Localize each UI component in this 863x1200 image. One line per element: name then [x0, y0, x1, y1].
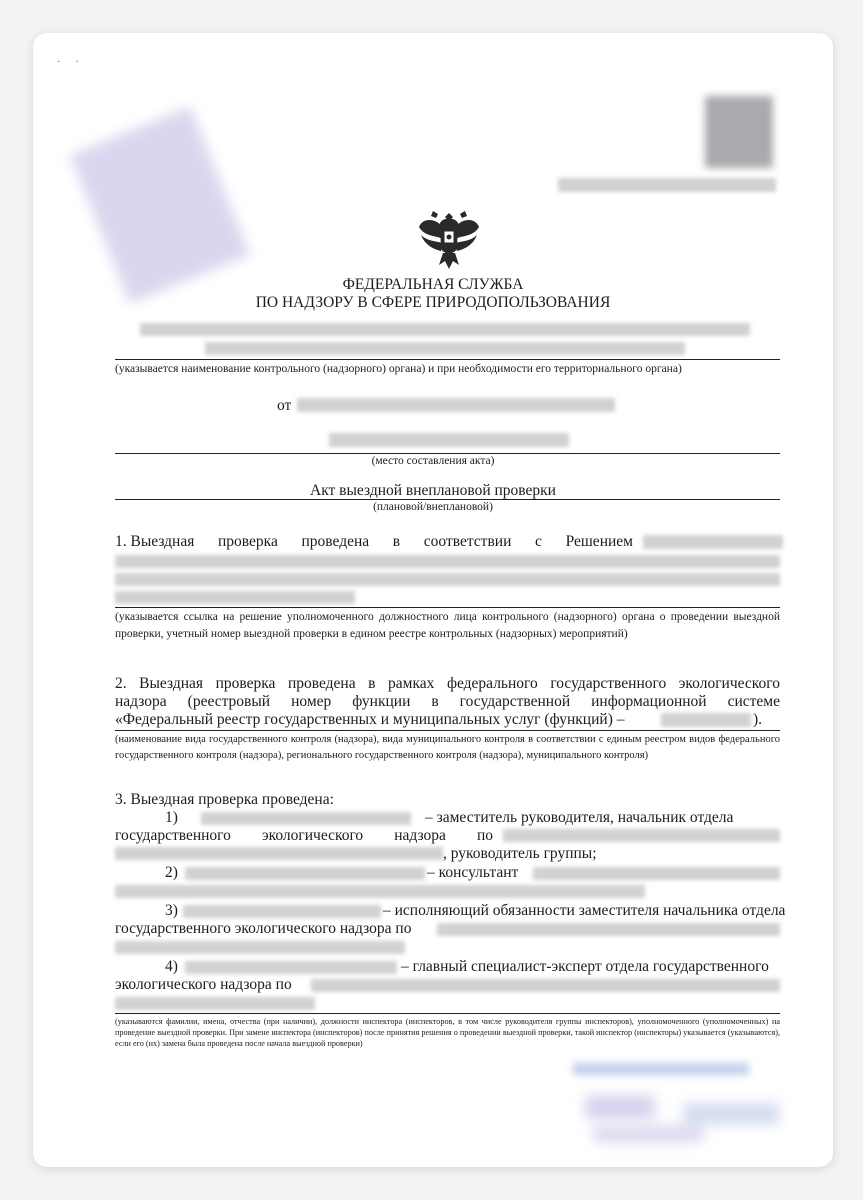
date-prefix: от — [277, 397, 292, 414]
word: проведена — [301, 533, 370, 550]
item1-line3: , руководитель группы; — [443, 845, 597, 862]
redacted-region-3 — [437, 923, 780, 936]
emblem-icon — [413, 205, 485, 275]
redacted-name-1 — [201, 812, 411, 825]
redacted-stamp — [70, 106, 250, 303]
item2-num: 2) — [165, 864, 178, 881]
redacted-stamp-bottom — [683, 1103, 779, 1125]
item4-line2: экологического надзора по — [115, 976, 292, 993]
rule — [115, 730, 780, 731]
org-caption: (указывается наименование контрольного (надзорного) органа) и при необходимости его территориального органа) — [115, 363, 682, 375]
item1-line2: государственного экологического надзора по — [115, 827, 493, 844]
redacted-signature-mark-2 — [593, 1125, 703, 1143]
section2-line3-end: ). — [753, 711, 763, 728]
org-name-line2: ПО НАДЗОРУ В СФЕРЕ ПРИРОДОПОЛЬЗОВАНИЯ — [255, 294, 611, 311]
place-caption: (место составления акта) — [371, 455, 495, 467]
rule — [115, 607, 780, 608]
redacted-name-2 — [185, 867, 425, 880]
redacted-doc-number — [558, 178, 776, 192]
redacted-name-3 — [183, 905, 381, 918]
redacted-signature-line — [573, 1063, 749, 1075]
section1-line1 — [115, 533, 633, 551]
redacted-place — [329, 433, 569, 447]
redacted-name-4 — [185, 961, 397, 974]
scan-dots: · · — [57, 57, 79, 68]
item1-role: – заместитель руководителя, начальник отдела — [425, 809, 734, 826]
redacted-decision-ref-4 — [115, 591, 355, 604]
word: в — [392, 533, 401, 550]
rule — [115, 453, 780, 454]
redacted-qr-code — [705, 96, 773, 168]
redacted-region-4 — [311, 979, 780, 992]
redacted-role-2 — [533, 867, 780, 880]
redacted-date — [297, 398, 615, 412]
item3-num: 3) — [165, 902, 178, 919]
section2-caption: (наименование вида государственного контроля (надзора), вида муниципального контроля в соответствии с единым реестром видов федерального государственного контроля (надзора), регионального государственного контроля (надзора), муниципального контроля) — [115, 734, 780, 761]
item4-num: 4) — [165, 958, 178, 975]
item3-line2: государственного экологического надзора по — [115, 920, 412, 937]
section2-line1: 2. Выездная проверка проведена в рамках федерального государственного экологического — [115, 675, 780, 692]
rule — [115, 499, 780, 500]
redacted-role-2b — [115, 885, 645, 898]
item3-role: – исполняющий обязанности заместителя начальника отдела — [383, 902, 786, 919]
rule — [115, 1013, 780, 1014]
rule — [115, 359, 780, 360]
word: соответствии — [423, 533, 512, 550]
redacted-region-1b — [115, 847, 443, 860]
redacted-region-1 — [503, 829, 780, 842]
word: Решением — [565, 533, 633, 550]
redacted-registry-number — [661, 713, 751, 727]
act-title: Акт выездной внеплановой проверки — [310, 482, 556, 499]
redacted-decision-ref-2 — [115, 555, 780, 568]
redacted-territorial-body — [140, 323, 750, 336]
redacted-territorial-body-2 — [205, 342, 685, 355]
item4-role: – главный специалист-эксперт отдела государственного — [401, 958, 769, 975]
section2-line3: «Федеральный реестр государственных и муниципальных услуг (функций) – — [115, 711, 625, 728]
section3-heading: 3. Выездная проверка проведена: — [115, 791, 334, 808]
redacted-decision-ref-3 — [115, 573, 780, 586]
redacted-region-3b — [115, 941, 405, 954]
section1-caption: (указывается ссылка на решение уполномоченного должностного лица контрольного (надзорного) органа о проведении выездной проверки, учетный номер выездной проверки в едином реестре контрольных (надзорных) мероприятий) — [115, 611, 780, 640]
act-title-caption: (плановой/внеплановой) — [373, 501, 493, 513]
redacted-signature-mark — [585, 1095, 655, 1119]
item1-num: 1) — [165, 809, 178, 826]
word: с — [535, 533, 542, 550]
section3-footnote: (указываются фамилии, имена, отчества (при наличии), должности инспектора (инспекторов, в том числе руководителя группы инспекторов), уполномоченного (уполномоченных) на проведение выездной проверки. При замене инспектора (инспекторов) после принятия решения о проведении выездной проверки, такой инспектор (инспекторы) указывается (указываются), если его (их) замена была проведена после начала выездной проверки) — [115, 1017, 780, 1048]
redacted-decision-ref — [643, 535, 783, 549]
section2-line2: надзора (реестровый номер функции в государственной информационной системе — [115, 693, 780, 710]
org-name-line1: ФЕДЕРАЛЬНАЯ СЛУЖБА — [342, 276, 524, 293]
item2-role: – консультант — [427, 864, 519, 881]
word: проверка — [218, 533, 278, 550]
document-page — [33, 33, 833, 1167]
word: 1. Выездная — [115, 533, 195, 550]
redacted-region-4b — [115, 997, 315, 1010]
